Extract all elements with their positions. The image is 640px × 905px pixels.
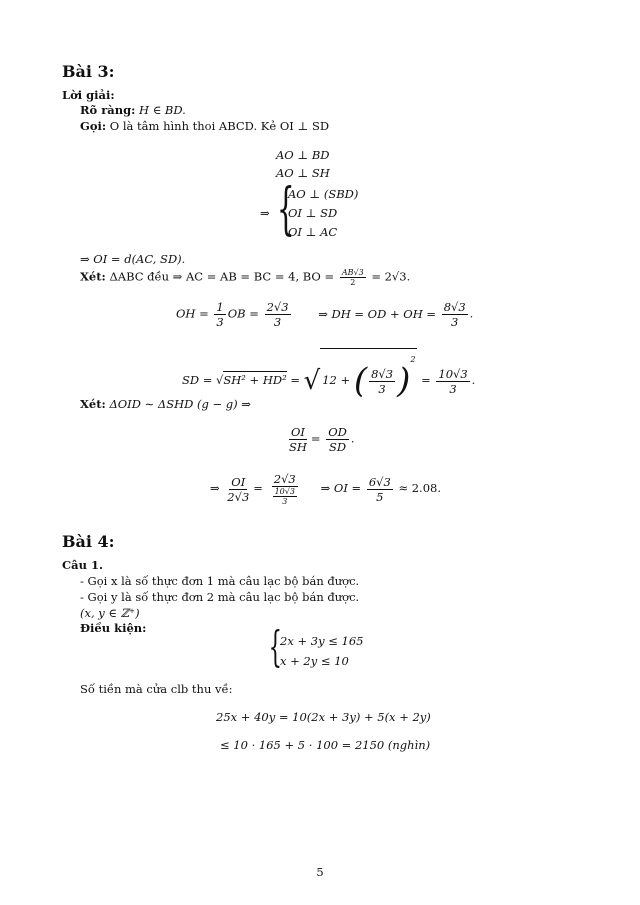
ratio-left: $\frac{OI}{SH}$	[289, 425, 307, 454]
ratio-right: $\frac{OD}{SD}$	[328, 425, 347, 454]
sd-inner-frac: $\frac{8√3}{3}$	[371, 366, 394, 396]
clear-label: Rõ ràng:	[80, 103, 136, 117]
final-equation: ⇒ $\frac{OI}{2√3}$ = $\frac{2√3}{\frac{10√3}{3}}$ ⇒ OI = $\frac{6√3}{5}$ ≈ 2.08.	[210, 472, 441, 506]
sys3: OI ⊥ AC	[288, 225, 338, 239]
let-text: O là tâm hình thoi ABCD. Kẻ OI ⊥ SD	[109, 119, 330, 133]
sd-result-frac: $\frac{10√3}{3}$	[438, 366, 468, 396]
consider1-end: = 2√3.	[371, 269, 411, 284]
consider1-label: Xét:	[80, 269, 106, 284]
revenue-eq1: 25x + 40y = 10(2x + 3y) + 5(x + 2y)	[216, 710, 431, 724]
condition-brace: {	[268, 622, 283, 671]
consider1-text: ΔABC đều ⇒ AC = AB = BC = 4, BO =	[109, 269, 335, 284]
clear-text: H ∈ BD.	[139, 103, 186, 117]
line3: (x, y ∈ ℤ⁺)	[80, 606, 140, 620]
cond1: 2x + 3y ≤ 165	[280, 634, 364, 648]
solution-label: Lời giải:	[62, 88, 115, 102]
consider1-line	[80, 268, 410, 287]
consider2-text: ΔOID ∼ ΔSHD (g − g) ⇒	[109, 397, 251, 411]
sd-sqrt1: SH² + HD²	[223, 373, 287, 387]
let-line	[80, 119, 329, 133]
final-frac3: $\frac{6√3}{5}$	[368, 474, 391, 504]
section3-title: Bài 3:	[62, 62, 115, 81]
line2: - Gọi y là số thực đơn 2 mà câu lạc bộ bán được.	[80, 590, 360, 604]
oh-frac2: $\frac{2√3}{3}$	[266, 300, 289, 329]
sd-equation: SD = √SH² + HD² = √ 12 + ( $\frac{8√3}{3}$ )$^2$ = $\frac{10√3}{3}$ .	[182, 348, 475, 401]
oh-equation: OH = $\frac{1}{3}$ OB = $\frac{2√3}{3}$ ⇒ DH = OD + OH = $\frac{8√3}{3}$ .	[176, 300, 474, 329]
q1-label: Câu 1.	[62, 558, 103, 572]
final-frac1: $\frac{OI}{2√3}$	[227, 474, 250, 504]
revenue-eq2: ≤ 10 · 165 + 5 · 100 = 2150 (nghìn)	[220, 738, 431, 752]
oh-frac1: $\frac{1}{3}$	[216, 300, 224, 329]
page-number: 5	[316, 865, 324, 879]
line1: - Gọi x là số thực đơn 1 mà câu lạc bộ bán được.	[80, 574, 360, 588]
let-label: Gọi:	[80, 119, 107, 133]
sys2: OI ⊥ SD	[288, 206, 338, 220]
final-frac2-den: $\frac{10√3}{3}$	[274, 487, 295, 506]
clear-line	[80, 103, 186, 117]
consider2-label: Xét:	[80, 397, 106, 411]
revenue-text: Số tiền mà cửa clb thu về:	[80, 682, 233, 696]
implies-symbol: ⇒	[260, 206, 270, 220]
system-brace: {	[276, 177, 295, 242]
consider2-line	[80, 397, 251, 411]
dh-frac: $\frac{8√3}{3}$	[443, 300, 466, 329]
ratio-equation: $\frac{OI}{SH}$ = $\frac{OD}{SD}$ .	[289, 425, 355, 454]
eq1: AO ⊥ BD	[276, 148, 330, 162]
condition-label: Điều kiện:	[80, 621, 147, 635]
sys1: AO ⊥ (SBD)	[288, 187, 359, 201]
bo-fraction: $\frac{AB√3}{2}$	[341, 268, 364, 287]
cond2: x + 2y ≤ 10	[280, 654, 349, 668]
eq2: AO ⊥ SH	[276, 166, 330, 180]
section4-title: Bài 4:	[62, 532, 115, 551]
concl1: ⇒ OI = d(AC, SD).	[80, 252, 186, 266]
final-frac2: $\frac{2√3}{\frac{10√3}{3}}$	[273, 472, 296, 506]
